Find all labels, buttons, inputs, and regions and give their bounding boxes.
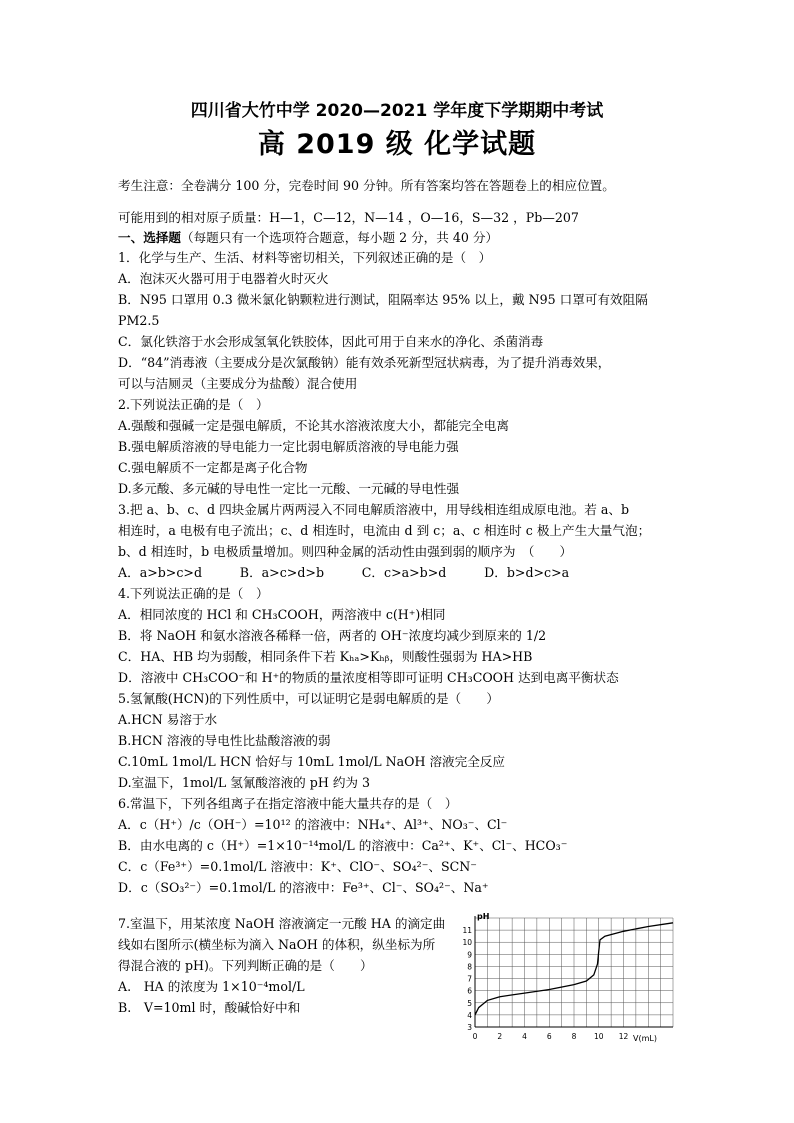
question-line: B．由水电离的 c（H⁺）=1×10⁻¹⁴mol/L 的溶液中：Ca²⁺、K⁺、Cl⁻、HCO₃⁻ xyxy=(118,838,568,853)
question-line: D．“84”消毒液（主要成分是次氯酸钠）能有效杀死新型冠状病毒，为了提升消毒效果， xyxy=(118,355,611,370)
question-line: C．HA、HB 均为弱酸，相同条件下若 Kₕₐ>Kₕᵦ，则酸性强弱为 HA>HB xyxy=(118,649,533,664)
titration-chart xyxy=(458,908,690,1044)
question-line: B．将 NaOH 和氨水溶液各稀释一倍，两者的 OH⁻浓度均减少到原来的 1/2 xyxy=(118,628,547,643)
section-title: 一、选择题 xyxy=(118,230,181,245)
q7-line: B. V=10ml 时，酸碱恰好中和 xyxy=(118,1000,301,1015)
chart-grid xyxy=(475,918,673,1027)
question-line: b、d 相连时，b 电极质量增加。则四种金属的活动性由强到弱的顺序为 （ ） xyxy=(118,544,573,559)
question-line: A．a>b>c>d B．a>c>d>b C．c>a>b>d D．b>d>c>a xyxy=(118,565,570,580)
atomic-masses: 可能用到的相对原子质量：H—1，C—12，N—14 ，O—16，S—32 ，Pb—207 xyxy=(118,210,579,225)
y-tick-label: 11 xyxy=(462,926,472,936)
q7-line: 得混合液的 pH)。下列判断正确的是（ ） xyxy=(118,958,373,973)
x-tick-label: 8 xyxy=(571,1032,577,1041)
x-tick-label: 4 xyxy=(522,1032,527,1041)
y-tick-label: 6 xyxy=(467,986,472,996)
question-line: C.强电解质不一定都是离子化合物 xyxy=(118,460,308,475)
y-tick-label: 8 xyxy=(467,962,472,972)
question-line: A.强酸和强碱一定是强电解质，不论其水溶液浓度大小，都能完全电离 xyxy=(118,418,509,433)
question-line: 相连时，a 电极有电子流出；c、d 相连时，电流由 d 到 c；a、c 相连时 c 极上产生大量气泡； xyxy=(118,523,651,538)
question-line: 1．化学与生产、生活、材料等密切相关，下列叙述正确的是（ ） xyxy=(118,250,492,265)
y-axis-label: pH xyxy=(477,912,490,921)
x-axis-label: V(mL) xyxy=(633,1034,657,1043)
y-tick-label: 5 xyxy=(467,998,472,1008)
question-line: A．c（H⁺）/c（OH⁻）=10¹² 的溶液中：NH₄⁺、Al³⁺、NO₃⁻、Cl⁻ xyxy=(118,817,508,832)
section-heading xyxy=(118,228,498,248)
exam-subject-title: 高 2019 级 化学试题 xyxy=(257,129,537,160)
x-tick-label: 10 xyxy=(593,1032,604,1041)
exam-header-title: 四川省大竹中学 2020—2021 学年度下学期期中考试 xyxy=(190,101,604,121)
q7-line: 7.室温下，用某浓度 NaOH 溶液滴定一元酸 HA 的滴定曲 xyxy=(118,916,446,931)
question-line: C.10mL 1mol/L HCN 恰好与 10mL 1mol/L NaOH 溶液完全反应 xyxy=(118,754,506,769)
question-line: D．c（SO₃²⁻）=0.1mol/L 的溶液中：Fe³⁺、Cl⁻、SO₄²⁻、Na⁺ xyxy=(118,880,489,895)
q7-line: 线如右图所示(横坐标为滴入 NaOH 的体积，纵坐标为所 xyxy=(118,937,436,952)
question-line: 2.下列说法正确的是（ ） xyxy=(118,397,269,412)
question-line: A.HCN 易溶于水 xyxy=(118,712,218,727)
question-line: D.多元酸、多元碱的导电性一定比一元酸、一元碱的导电性强 xyxy=(118,481,460,496)
section-note: （每题只有一个选项符合题意，每小题 2 分，共 40 分） xyxy=(180,230,499,245)
exam-notice: 考生注意：全卷满分 100 分，完卷时间 90 分钟。所有答案均答在答题卷上的相应位置。 xyxy=(118,178,615,193)
y-tick-label: 4 xyxy=(467,1010,472,1020)
question-line: 5.氢氰酸(HCN)的下列性质中，可以证明它是弱电解质的是（ ） xyxy=(118,691,499,706)
x-tick-label: 2 xyxy=(497,1032,503,1041)
y-tick-label: 9 xyxy=(467,950,472,960)
q7-line: A. HA 的浓度为 1×10⁻⁴mol/L xyxy=(118,979,305,994)
question-line: B.HCN 溶液的导电性比盐酸溶液的弱 xyxy=(118,733,331,748)
question-line: D．溶液中 CH₃COO⁻和 H⁺的物质的量浓度相等即可证明 CH₃COOH 达到电离平衡状态 xyxy=(118,670,619,685)
question-line: B．N95 口罩用 0.3 微米氯化钠颗粒进行测试，阻隔率达 95% 以上，戴 N95 口罩可有效阻隔 xyxy=(118,292,648,307)
question-line: B.强电解质溶液的导电能力一定比弱电解质溶液的导电能力强 xyxy=(118,439,459,454)
question-line: A．泡沫灭火器可用于电器着火时灭火 xyxy=(118,271,329,286)
question-line: 6.常温下，下列各组离子在指定溶液中能大量共存的是（ ） xyxy=(118,796,458,811)
y-tick-label: 10 xyxy=(462,938,472,948)
question-line: C．c（Fe³⁺）=0.1mol/L 溶液中：K⁺、ClO⁻、SO₄²⁻、SCN⁻ xyxy=(118,859,477,874)
x-tick-label: 6 xyxy=(546,1032,552,1041)
question-line: A．相同浓度的 HCl 和 CH₃COOH，两溶液中 c(H⁺)相同 xyxy=(118,607,446,622)
question-line: 可以与洁厕灵（主要成分为盐酸）混合使用 xyxy=(118,376,358,391)
x-tick-label: 0 xyxy=(472,1032,478,1041)
question-line: 4.下列说法正确的是（ ） xyxy=(118,586,269,601)
y-tick-label: 7 xyxy=(467,974,472,984)
question-line: D.室温下，1mol/L 氢氰酸溶液的 pH 约为 3 xyxy=(118,775,371,790)
question-line: PM2.5 xyxy=(118,313,160,328)
x-tick-label: 12 xyxy=(618,1032,629,1041)
y-tick-label: 3 xyxy=(467,1023,472,1032)
question-line: C．氯化铁溶于水会形成氢氧化铁胶体，因此可用于自来水的净化、杀菌消毒 xyxy=(118,334,544,349)
question-line: 3.把 a、b、c、d 四块金属片两两浸入不同电解质溶液中，用导线相连组成原电池。若 a、b xyxy=(118,502,630,517)
